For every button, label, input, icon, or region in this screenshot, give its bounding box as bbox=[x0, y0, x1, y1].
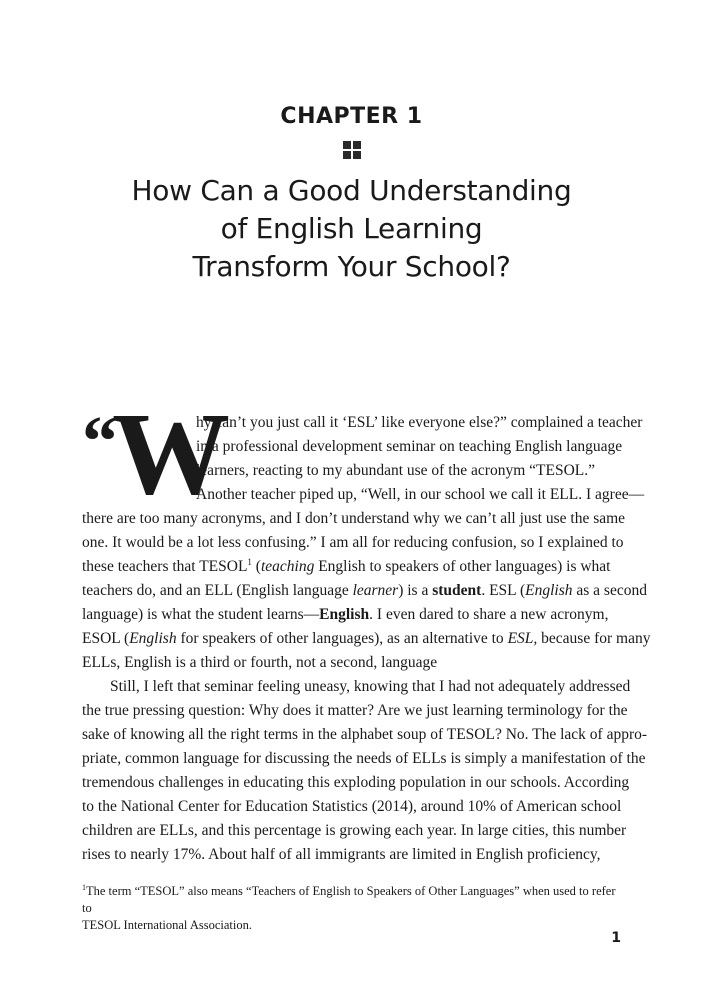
body-line: in a professional development seminar on teaching English language bbox=[196, 438, 623, 455]
text-run-bold: English bbox=[319, 606, 370, 623]
text-run: ESOL ( bbox=[82, 630, 130, 647]
footnote-line: TESOL International Association. bbox=[82, 918, 252, 933]
footnote-line bbox=[82, 879, 622, 917]
footnote bbox=[82, 879, 622, 934]
text-run: . ESL ( bbox=[481, 582, 526, 599]
body-line: there are too many acronyms, and I don’t understand why we can’t all just use the same bbox=[82, 510, 626, 527]
page-number: 1 bbox=[611, 930, 621, 946]
body-line: sake of knowing all the right terms in the alphabet soup of TESOL? No. The lack of appro- bbox=[82, 726, 648, 743]
footnote-ref[interactable]: 1 bbox=[247, 556, 252, 567]
body-line: ELLs, English is a third or fourth, not a second, language bbox=[82, 654, 438, 671]
body-line: to the National Center for Education Statistics (2014), around 10% of American school bbox=[82, 798, 622, 815]
body-line bbox=[82, 557, 611, 577]
chapter-title-line: Transform Your School? bbox=[192, 250, 511, 283]
body-line bbox=[82, 581, 647, 601]
text-run: as a second bbox=[572, 582, 647, 599]
footnote-text: The term “TESOL” also means “Teachers of English to Speakers of Other Languages” when used to refer to bbox=[82, 884, 616, 916]
chapter-label: CHAPTER 1 bbox=[280, 104, 423, 129]
text-run: language) is what the student learns— bbox=[82, 606, 320, 623]
body-line: tremendous challenges in educating this exploding population in our schools. According bbox=[82, 774, 630, 791]
text-run-italic: ESL, bbox=[507, 630, 538, 647]
text-run: English to speakers of other languages) is what bbox=[314, 558, 611, 575]
text-run-italic: learner bbox=[352, 582, 399, 599]
text-run: ) is a bbox=[398, 582, 433, 599]
body-line: one. It would be a lot less confusing.” I am all for reducing confusion, so I explained to bbox=[82, 534, 624, 551]
body-line: learners, reacting to my abundant use of the acronym “TESOL.” bbox=[196, 462, 595, 479]
text-run: ( bbox=[251, 558, 261, 575]
chapter-title-line: How Can a Good Understanding bbox=[131, 174, 572, 207]
drop-cap-quote: “ bbox=[82, 401, 118, 481]
body-line: rises to nearly 17%. About half of all immigrants are limited in English proficiency, bbox=[82, 846, 601, 863]
body-line bbox=[82, 629, 650, 649]
text-run-italic: English bbox=[525, 582, 573, 599]
chapter-title bbox=[60, 172, 643, 286]
drop-cap bbox=[82, 388, 230, 519]
body-line: children are ELLs, and this percentage is growing each year. In large cities, this number bbox=[82, 822, 627, 839]
body-line: hy can’t you just call it ‘ESL’ like everyone else?” complained a teacher bbox=[196, 414, 643, 431]
text-run-bold: student bbox=[432, 582, 482, 599]
text-run-italic: English bbox=[129, 630, 177, 647]
body-line bbox=[82, 605, 608, 625]
text-run: these teachers that TESOL bbox=[82, 558, 248, 575]
chapter-ornament-icon bbox=[343, 141, 361, 159]
body-line: priate, common language for discussing the needs of ELLs is simply a manifestation of the bbox=[82, 750, 646, 767]
chapter-title-line: of English Learning bbox=[220, 212, 483, 245]
drop-cap-letter: W bbox=[112, 388, 230, 519]
text-run: for speakers of other languages), as an alternative to bbox=[176, 630, 508, 647]
text-run-italic: teaching bbox=[260, 558, 315, 575]
footnote-marker: 1 bbox=[82, 883, 86, 892]
text-run: teachers do, and an ELL (English language bbox=[82, 582, 353, 599]
text-run: because for many bbox=[537, 630, 651, 647]
text-run: . I even dared to share a new acronym, bbox=[369, 606, 609, 623]
body-line: Another teacher piped up, “Well, in our school we call it ELL. I agree— bbox=[196, 486, 645, 503]
body-line: Still, I left that seminar feeling uneasy, knowing that I had not adequately addressed bbox=[110, 678, 631, 695]
body-line: the true pressing question: Why does it matter? Are we just learning terminology for the bbox=[82, 702, 628, 719]
